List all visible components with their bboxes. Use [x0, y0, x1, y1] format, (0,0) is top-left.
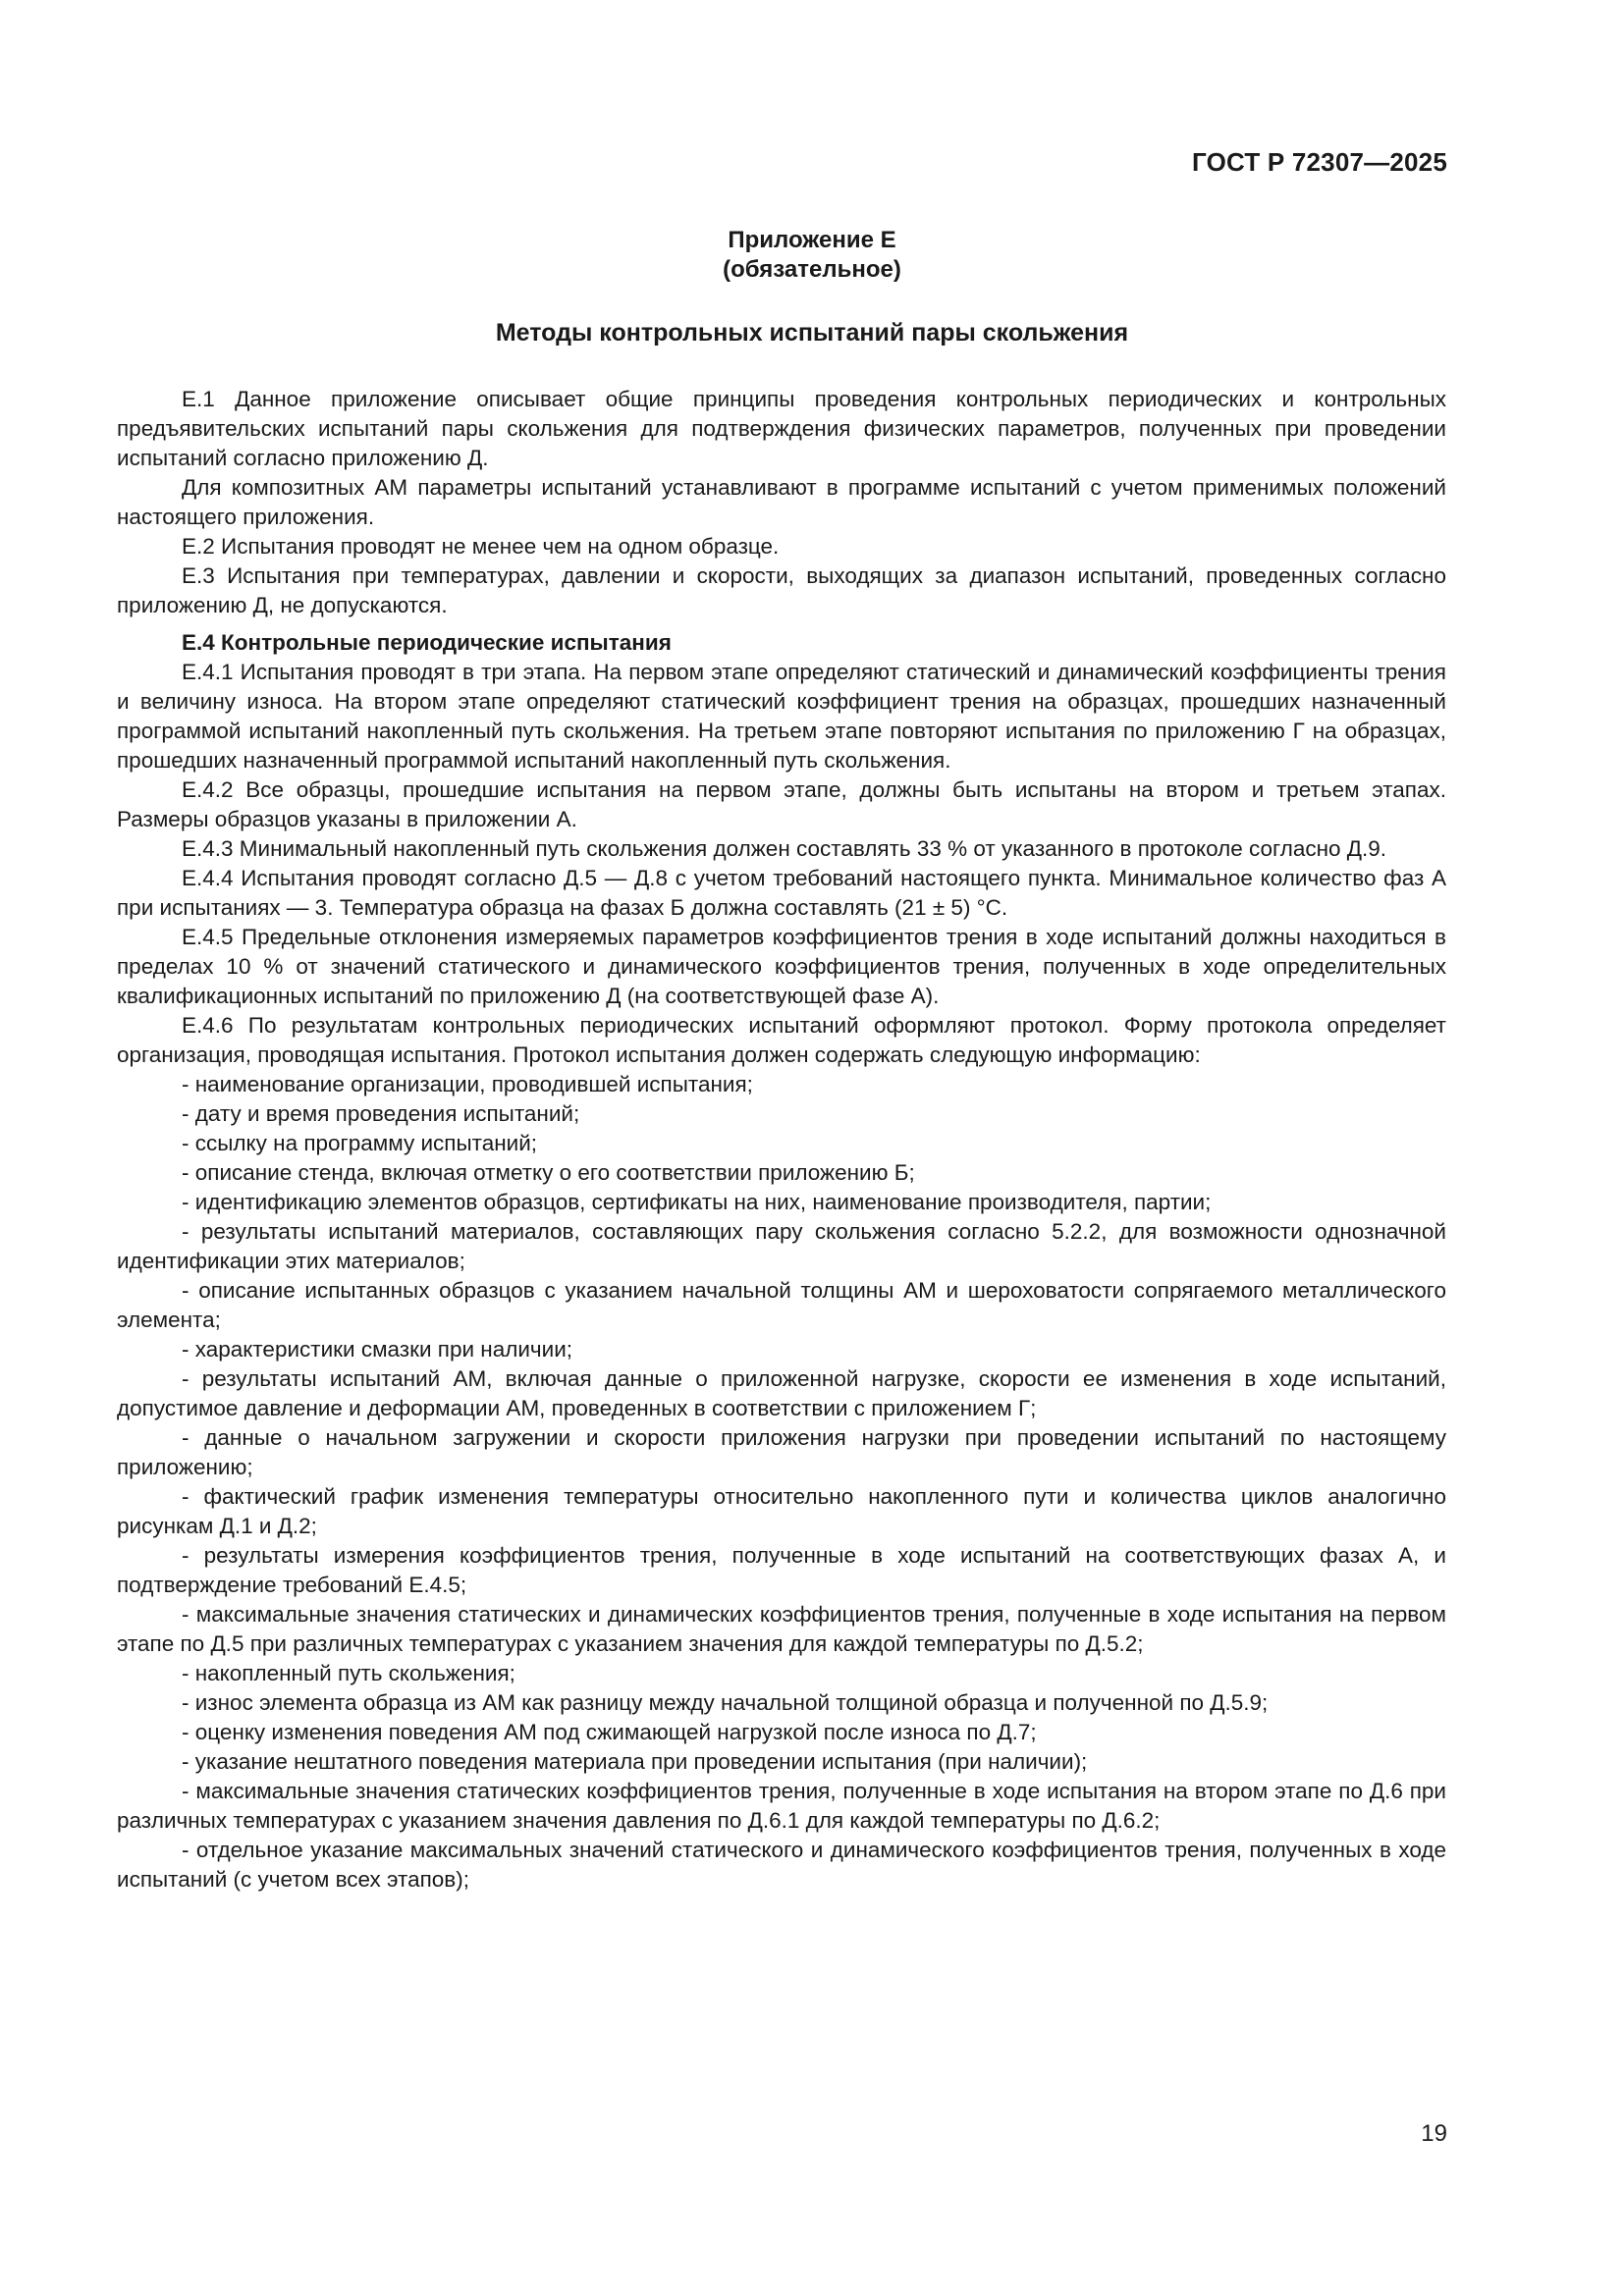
annex-status: (обязательное) [723, 256, 901, 283]
paragraph: Для композитных АМ параметры испытаний устанавливают в программе испытаний с учетом применимых положений настоящего приложения. [117, 475, 1446, 529]
paragraph: Е.4.6 По результатам контрольных периодических испытаний оформляют протокол. Форму протокола определяет организация, проводящая испытания. Протокол испытания должен содержать следующую информацию: [117, 1013, 1446, 1067]
paragraph: Е.4.3 Минимальный накопленный путь скольжения должен составлять 33 % от указанного в протоколе согласно Д.9. [182, 836, 1387, 861]
paragraph: Е.1 Данное приложение описывает общие принципы проведения контрольных периодических и контрольных предъявительских испытаний пары скольжения для подтверждения физических параметров, полученных при проведении испытаний согласно приложению Д. [117, 387, 1446, 470]
list-item: - идентификацию элементов образцов, сертификаты на них, наименование производителя, партии; [182, 1190, 1212, 1214]
list-item: - отдельное указание максимальных значений статического и динамического коэффициентов трения, полученных в ходе испытаний (с учетом всех этапов); [117, 1838, 1446, 1892]
paragraph: Е.4.4 Испытания проводят согласно Д.5 — Д.8 с учетом требований настоящего пункта. Минимальное количество фаз А при испытаниях — 3. Температура образца на фазах Б должна составлять (21 ± 5) °С. [117, 866, 1446, 920]
list-item: - результаты испытаний материалов, составляющих пару скольжения согласно 5.2.2, для возможности однозначной идентификации этих материалов; [117, 1219, 1446, 1273]
list-item: - максимальные значения статических и динамических коэффициентов трения, полученные в ходе испытания на первом этапе по Д.5 при различных температурах с указанием значения для каждой температуры по Д.5.2; [117, 1602, 1446, 1656]
paragraph: Е.4.5 Предельные отклонения измеряемых параметров коэффициентов трения в ходе испытаний должны находиться в пределах 10 % от значений статического и динамического коэффициентов трения, полученных в ходе определительных квалификационных испытаний по приложению Д (на соответствующей фазе А). [117, 925, 1446, 1008]
section-heading: Е.4 Контрольные периодические испытания [182, 630, 672, 655]
paragraph: Е.4.1 Испытания проводят в три этапа. На первом этапе определяют статический и динамический коэффициенты трения и величину износа. На втором этапе определяют статический коэффициент трения на образцах, прошедших назначенный программой испытаний накопленный путь скольжения. На третьем этапе повторяют испытания по приложению Г на образцах, прошедших назначенный программой испытаний накопленный путь скольжения. [117, 660, 1446, 773]
list-item: - оценку изменения поведения АМ под сжимающей нагрузкой после износа по Д.7; [182, 1720, 1037, 1744]
list-item: - максимальные значения статических коэффициентов трения, полученные в ходе испытания на втором этапе по Д.6 при различных температурах с указанием значения давления по Д.6.1 для каждой температуры по Д.6.2; [117, 1779, 1446, 1833]
list-item: - результаты испытаний АМ, включая данные о приложенной нагрузке, скорости ее изменения в ходе испытаний, допустимое давление и деформации АМ, проведенных в соответствии с приложением Г; [117, 1366, 1446, 1420]
annex-heading [0, 226, 1624, 285]
page-number: 19 [1421, 2120, 1447, 2147]
annex-title: Методы контрольных испытаний пары скольжения [495, 319, 1129, 347]
list-item: - дату и время проведения испытаний; [182, 1101, 580, 1126]
list-item: - указание нештатного поведения материала при проведении испытания (при наличии); [182, 1749, 1088, 1774]
list-item: - результаты измерения коэффициентов трения, полученные в ходе испытаний на соответствующих фазах А, и подтверждение требований Е.4.5; [117, 1543, 1446, 1597]
list-item: - данные о начальном загружении и скорости приложения нагрузки при проведении испытаний по настоящему приложению; [117, 1425, 1446, 1479]
list-item: - характеристики смазки при наличии; [182, 1337, 573, 1362]
annex-label: Приложение Е [728, 227, 896, 253]
list-item: - износ элемента образца из АМ как разницу между начальной толщиной образца и полученной по Д.5.9; [182, 1690, 1269, 1715]
list-item: - фактический график изменения температуры относительно накопленного пути и количества циклов аналогично рисункам Д.1 и Д.2; [117, 1484, 1446, 1538]
paragraph: Е.3 Испытания при температурах, давлении и скорости, выходящих за диапазон испытаний, проведенных согласно приложению Д, не допускаются. [117, 563, 1446, 617]
list-item: - наименование организации, проводившей испытания; [182, 1072, 753, 1096]
standard-code: ГОСТ Р 72307—2025 [1192, 147, 1447, 177]
paragraph: Е.4.2 Все образцы, прошедшие испытания на первом этапе, должны быть испытаны на втором и третьем этапах. Размеры образцов указаны в приложении А. [117, 777, 1446, 831]
list-item: - ссылку на программу испытаний; [182, 1131, 538, 1155]
list-item: - описание стенда, включая отметку о его соответствии приложению Б; [182, 1160, 915, 1185]
paragraph: Е.2 Испытания проводят не менее чем на одном образце. [182, 534, 780, 559]
list-item: - описание испытанных образцов с указанием начальной толщины АМ и шероховатости сопрягаемого металлического элемента; [117, 1278, 1446, 1332]
list-item: - накопленный путь скольжения; [182, 1661, 515, 1685]
annex-body [117, 385, 1446, 1895]
